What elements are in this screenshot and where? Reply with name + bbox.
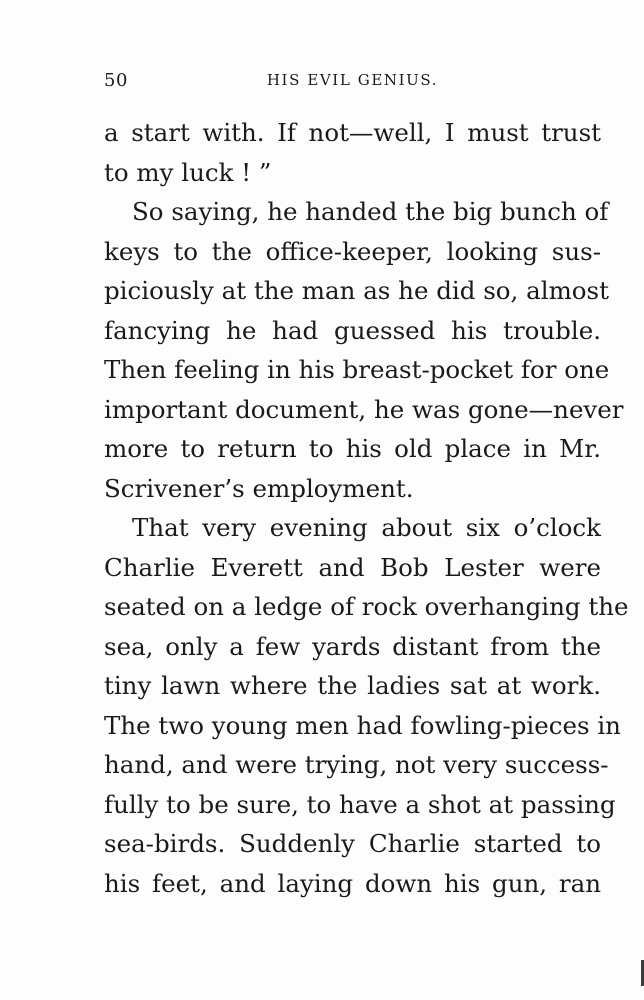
text-line: seated on a ledge of rock overhanging the <box>104 592 629 621</box>
page-number: 50 <box>104 70 128 91</box>
text-line: sea, only a few yards distant from the <box>104 631 601 661</box>
text-line: to my luck ! ” <box>104 157 272 187</box>
text-line: a start with. If not—well, I must trust <box>104 118 601 147</box>
text-line: That very evening about six o’clock <box>132 513 601 542</box>
text-line: sea-birds. Suddenly Charlie started to <box>104 829 601 858</box>
text-line: So saying, he handed the big bunch of <box>132 197 609 226</box>
text-line: his feet, and laying down his gun, ran <box>104 868 601 898</box>
text-line: keys to the office-keeper, looking sus- <box>104 236 601 266</box>
body-text <box>104 113 629 903</box>
text-line: more to return to his old place in Mr. <box>104 434 601 463</box>
text-line: piciously at the man as he did so, almost <box>104 276 609 305</box>
text-line: hand, and were trying, not very success- <box>104 750 609 779</box>
text-line: tiny lawn where the ladies sat at work. <box>104 671 601 700</box>
text-line: Charlie Everett and Bob Lester were <box>104 552 601 582</box>
text-line: The two young men had fowling-pieces in <box>104 710 621 740</box>
text-line: Scrivener’s employment. <box>104 473 414 503</box>
running-title: HIS EVIL GENIUS. <box>266 71 439 89</box>
text-line: Then feeling in his breast-pocket for one <box>104 355 610 384</box>
page-header <box>104 70 601 100</box>
text-line: important document, he was gone—never <box>104 394 624 424</box>
text-line: fancying he had guessed his trouble. <box>104 315 601 345</box>
text-line: fully to be sure, to have a shot at passing <box>104 789 616 819</box>
